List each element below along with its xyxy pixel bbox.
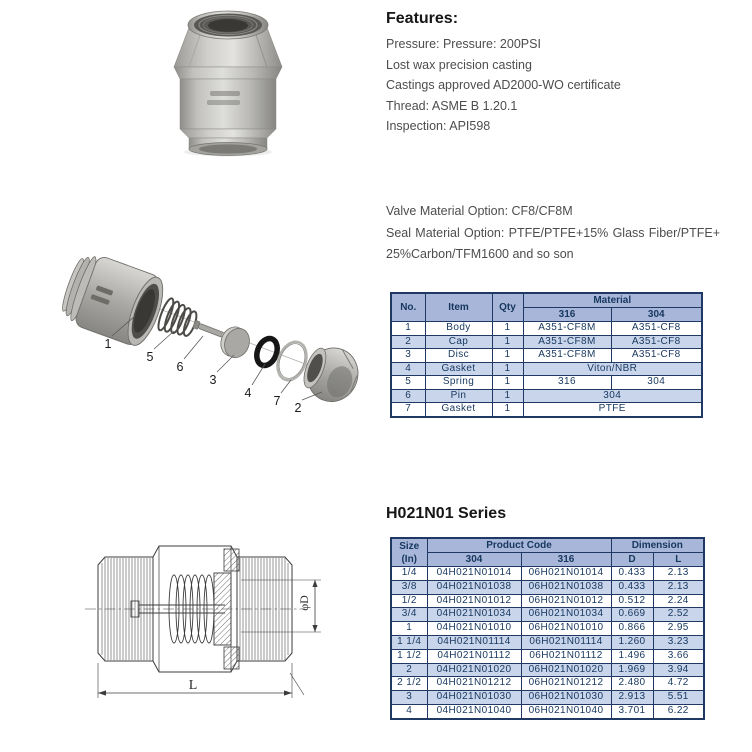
dim-d-label: φD	[297, 595, 311, 611]
parts-table-row	[391, 322, 702, 336]
col-header-304: 304	[611, 308, 702, 322]
valve-material-option: Valve Material Option: CF8/CF8M	[386, 204, 573, 218]
table-cell: 316	[523, 376, 611, 390]
col-header-no: No.	[391, 293, 425, 322]
col-header-product-code: Product Code	[427, 538, 611, 553]
table-cell: 06H021N01014	[521, 567, 611, 581]
seal-material-option: Seal Material Option: PTFE/PTFE+15% Glass Fiber/PTFE+	[386, 225, 720, 240]
table-cell: A351-CF8M	[523, 349, 611, 363]
col-header-l: L	[653, 553, 704, 567]
table-cell: 3.94	[653, 663, 704, 677]
series-table-row	[391, 608, 704, 622]
series-table-row	[391, 691, 704, 705]
feature-line: Lost wax precision casting	[386, 57, 532, 72]
drawing-seat-top	[224, 549, 239, 571]
table-cell: 7	[391, 403, 425, 417]
table-cell: 3/4	[391, 608, 427, 622]
parts-table-row	[391, 362, 702, 376]
table-cell: 1.969	[611, 663, 653, 677]
size-unit-label: (In)	[401, 553, 418, 565]
series-table-row	[391, 580, 704, 594]
table-cell: 1 1/4	[391, 635, 427, 649]
table-cell: 04H021N01034	[427, 608, 521, 622]
table-cell: 0.512	[611, 594, 653, 608]
dim-l-lines	[98, 663, 304, 698]
series-table-row	[391, 635, 704, 649]
table-cell: A351-CF8	[611, 322, 702, 336]
series-table-row	[391, 594, 704, 608]
table-cell: 06H021N01040	[521, 704, 611, 718]
table-cell: 1	[492, 376, 523, 390]
table-cell: Viton/NBR	[523, 362, 702, 376]
table-cell: 1	[492, 403, 523, 417]
table-cell: 5.51	[653, 691, 704, 705]
parts-table-row	[391, 376, 702, 390]
table-cell: 3/8	[391, 580, 427, 594]
laser-mark	[207, 100, 240, 105]
table-cell: 06H021N01012	[521, 594, 611, 608]
col-header-316: 316	[521, 553, 611, 567]
part-label-6: 6	[176, 360, 184, 374]
table-cell: 2	[391, 663, 427, 677]
table-cell: 6.22	[653, 704, 704, 718]
series-table-row	[391, 663, 704, 677]
dim-l-label: L	[188, 678, 198, 693]
table-cell: 06H021N01212	[521, 677, 611, 691]
seal-material-option-cont: 25%Carbon/TFM1600 and so son	[386, 247, 574, 261]
table-cell: 1	[492, 349, 523, 363]
table-cell: 0.866	[611, 622, 653, 636]
table-cell: 3.23	[653, 635, 704, 649]
table-cell: 06H021N01034	[521, 608, 611, 622]
table-cell: 1.260	[611, 635, 653, 649]
part-label-2: 2	[294, 401, 302, 415]
table-cell: 04H021N01040	[427, 704, 521, 718]
feature-line: Castings approved AD2000-WO certificate	[386, 78, 621, 92]
table-cell: 06H021N01010	[521, 622, 611, 636]
table-cell: 04H021N01020	[427, 663, 521, 677]
series-table-row	[391, 567, 704, 581]
series-table-body	[391, 567, 704, 719]
table-cell: 04H021N01212	[427, 677, 521, 691]
table-cell: 4	[391, 704, 427, 718]
table-cell: 2.52	[653, 608, 704, 622]
table-cell: 1.496	[611, 649, 653, 663]
table-cell: 0.433	[611, 567, 653, 581]
table-cell: 04H021N01012	[427, 594, 521, 608]
features-section	[386, 10, 718, 137]
feature-line: Pressure: Pressure: 200PSI	[386, 37, 541, 51]
series-table-row	[391, 649, 704, 663]
material-options-section	[386, 201, 720, 266]
part-cap	[297, 340, 365, 409]
table-cell: Spring	[425, 376, 492, 390]
table-cell: 06H021N01020	[521, 663, 611, 677]
table-cell: 04H021N01010	[427, 622, 521, 636]
feature-line: Thread: ASME B 1.20.1	[386, 98, 518, 113]
table-cell: Gasket	[425, 362, 492, 376]
table-cell: Disc	[425, 349, 492, 363]
table-cell: 2.13	[653, 580, 704, 594]
parts-table-row	[391, 389, 702, 403]
technical-drawing	[75, 535, 350, 735]
table-cell: 6	[391, 389, 425, 403]
table-cell: 2.13	[653, 567, 704, 581]
table-cell: 1	[492, 322, 523, 336]
table-cell: 2 1/2	[391, 677, 427, 691]
table-cell: 3.66	[653, 649, 704, 663]
valve-bore	[208, 19, 248, 32]
parts-table-row	[391, 335, 702, 349]
series-table-row	[391, 622, 704, 636]
series-title: H021N01 Series	[386, 505, 507, 522]
table-cell: Cap	[425, 335, 492, 349]
table-cell: 2.24	[653, 594, 704, 608]
series-table	[390, 537, 705, 720]
col-header-item: Item	[425, 293, 492, 322]
drawing-seat-bottom	[224, 647, 239, 669]
series-table-row	[391, 677, 704, 691]
table-cell: Body	[425, 322, 492, 336]
table-cell: 1	[492, 362, 523, 376]
table-cell: A351-CF8	[611, 335, 702, 349]
parts-table-row	[391, 403, 702, 417]
table-cell: 0.433	[611, 580, 653, 594]
part-label-5: 5	[146, 350, 154, 364]
table-cell: PTFE	[523, 403, 702, 417]
table-cell: 04H021N01112	[427, 649, 521, 663]
col-header-316: 316	[523, 308, 611, 322]
parts-table-body	[391, 322, 702, 417]
size-label: Size	[399, 540, 420, 552]
table-cell: 3	[391, 691, 427, 705]
table-cell: 06H021N01030	[521, 691, 611, 705]
table-cell: 06H021N01038	[521, 580, 611, 594]
table-cell: 304	[523, 389, 702, 403]
table-cell: 04H021N01038	[427, 580, 521, 594]
table-cell: 1	[391, 322, 425, 336]
table-cell: 1/2	[391, 594, 427, 608]
table-cell: 0.669	[611, 608, 653, 622]
table-cell: 1/4	[391, 567, 427, 581]
table-cell: Gasket	[425, 403, 492, 417]
part-spring	[156, 297, 201, 341]
table-cell: 5	[391, 376, 425, 390]
table-cell: 1	[492, 389, 523, 403]
part-label-4: 4	[244, 386, 252, 400]
features-title: Features:	[386, 10, 459, 27]
table-cell: 04H021N01114	[427, 635, 521, 649]
table-cell: 06H021N01112	[521, 649, 611, 663]
table-cell: 2.480	[611, 677, 653, 691]
table-cell: 1 1/2	[391, 649, 427, 663]
col-header-d: D	[611, 553, 653, 567]
part-pin	[193, 320, 227, 339]
col-header-size	[391, 538, 427, 567]
table-cell: 3.701	[611, 704, 653, 718]
table-cell: 04H021N01014	[427, 567, 521, 581]
part-disc	[217, 323, 254, 361]
table-cell: 2.913	[611, 691, 653, 705]
table-cell: 04H021N01030	[427, 691, 521, 705]
table-cell: 1	[492, 335, 523, 349]
parts-material-table	[390, 292, 703, 418]
part-label-7: 7	[273, 394, 281, 408]
table-cell: A351-CF8M	[523, 335, 611, 349]
col-header-material: Material	[523, 293, 702, 308]
exploded-view-diagram	[45, 240, 380, 425]
table-cell: 1	[391, 622, 427, 636]
feature-line: Inspection: API598	[386, 119, 491, 133]
table-cell: Pin	[425, 389, 492, 403]
col-header-304: 304	[427, 553, 521, 567]
parts-table-row	[391, 349, 702, 363]
table-cell: A351-CF8	[611, 349, 702, 363]
table-cell: 2	[391, 335, 425, 349]
part-label-1: 1	[104, 337, 112, 351]
table-cell: 4.72	[653, 677, 704, 691]
table-cell: 06H021N01114	[521, 635, 611, 649]
laser-mark	[210, 91, 240, 96]
table-cell: 4	[391, 362, 425, 376]
part-label-3: 3	[209, 373, 217, 387]
valve-product-photo	[153, 5, 303, 157]
col-header-qty: Qty	[492, 293, 523, 322]
table-cell: A351-CF8M	[523, 322, 611, 336]
table-cell: 2.95	[653, 622, 704, 636]
table-cell: 3	[391, 349, 425, 363]
series-table-row	[391, 704, 704, 718]
col-header-dimension: Dimension	[611, 538, 704, 553]
table-cell: 304	[611, 376, 702, 390]
